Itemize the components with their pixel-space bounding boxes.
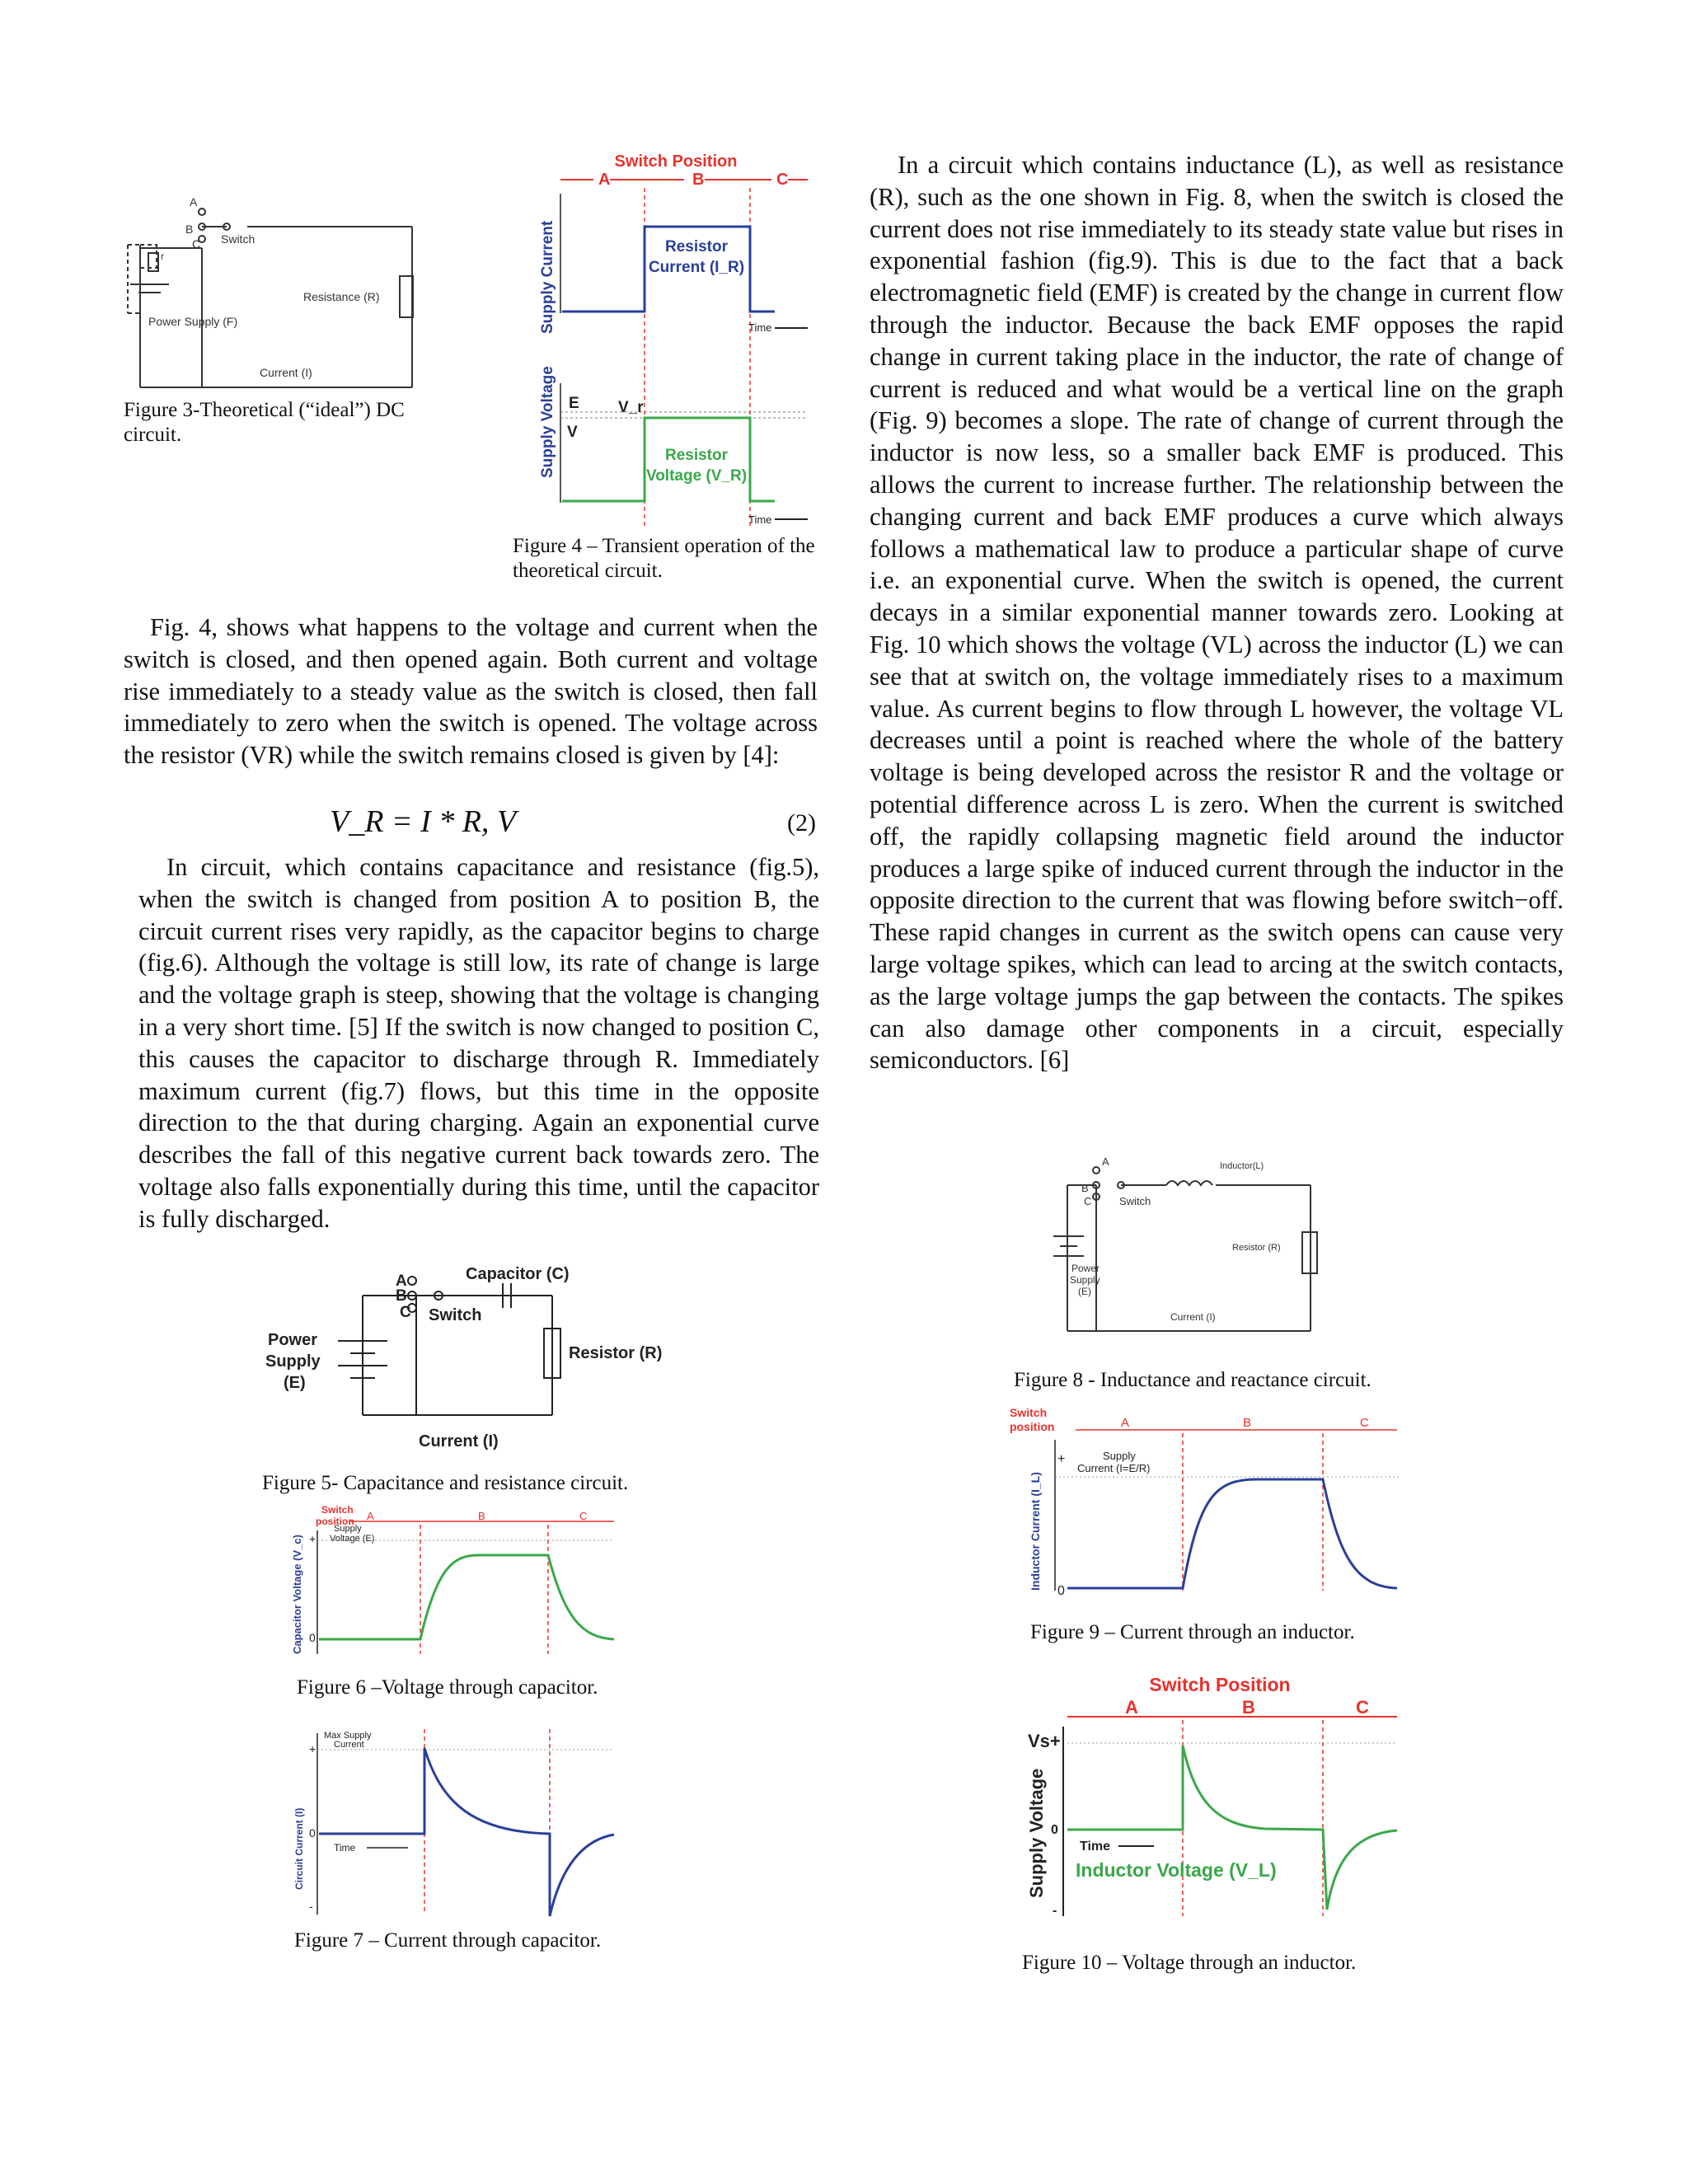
- fig8-label-current: Current (I): [1170, 1311, 1216, 1323]
- fig9-pos-c: C: [1360, 1416, 1369, 1430]
- fig9-pos-b: B: [1243, 1416, 1252, 1430]
- fig6-title-line2: position: [316, 1516, 354, 1527]
- fig3-label-switch: Switch: [221, 232, 256, 246]
- left-paragraph-2: In circuit, which contains capacitance and resistance (fig.5), when the switch is changed from position A to position B, the circuit current rises very rapidly, as the capacitor begins to charge (fig.6). Although the voltage is still low, its rate of change is large and the voltage graph is steep, showing that the voltage is changing in a very short time. [5] If the switch is now changed to position C, this causes the capacitor to discharge through R. Immediately maximum current (fig.7) flows, but this time in the opposite direction to the that during charging. Again an exponential curve describes the fall of this negative current back towards zero. The voltage also falls exponentially during this time, until the capacitor is fully discharged.: [138, 853, 819, 1233]
- equation-text: V_R = I * R, V: [330, 804, 517, 839]
- fig7-ylabel: Circuit Current (I): [293, 1807, 305, 1890]
- fig4-top-box-line2: Current (I_R): [648, 259, 745, 276]
- equation-number: (2): [787, 809, 816, 837]
- figure-5-circuit: [264, 1263, 692, 1460]
- fig7-tick-zero: 0: [309, 1826, 316, 1840]
- fig6-tick-zero: 0: [309, 1631, 316, 1644]
- fig6-ylabel: Capacitor Voltage (V_c): [291, 1535, 303, 1654]
- fig10-pos-c: C: [1356, 1697, 1369, 1718]
- fig5-label-e: (E): [284, 1374, 306, 1392]
- fig3-label-b: B: [185, 223, 194, 236]
- fig8-label-e: (E): [1078, 1286, 1091, 1297]
- fig4-pos-c: C: [776, 171, 789, 189]
- fig9-title: Switch: [1010, 1406, 1048, 1419]
- fig6-level-label-2: Voltage (E): [330, 1534, 375, 1544]
- equation-2: [330, 804, 516, 840]
- fig3-label-r: r: [161, 251, 164, 262]
- fig7-level-label-1: Max Supply: [324, 1731, 372, 1741]
- fig5-label-switch: Switch: [429, 1306, 482, 1324]
- fig10-voltage-curve: [1067, 1746, 1397, 1910]
- fig9-title-line2: position: [1010, 1420, 1055, 1433]
- fig3-label-power: Power Supply (F): [148, 315, 238, 328]
- fig10-pos-b: B: [1242, 1697, 1255, 1718]
- fig10-top-tick: Vs+: [1028, 1731, 1061, 1751]
- fig9-tick-zero: 0: [1057, 1584, 1065, 1598]
- figure-9-caption: Figure 9 – Current through an inductor.: [1030, 1621, 1355, 1643]
- fig10-tick-zero: 0: [1051, 1823, 1058, 1837]
- figure-4-caption: Figure 4 – Transient operation of the theoretical circuit.: [513, 535, 815, 582]
- right-paragraph-1: In a circuit which contains inductance (L), as well as resistance (R), such as the one shown in Fig. 8, when the switch is closed the current does not rise immediately to its steady state value but rises in exponential fashion (fig.9). This is due to the fact that a back electromagnetic field (EMF) is created by the change in current flow through the inductor. Because the back EMF opposes the rapid change in current taking place in the inductor, the rate of change of current is reduced and what would be a vertical line on the graph (Fig. 9) becomes a slope. The rate of change of current through the inductor is now less, so a smaller back EMF is produced. This allows the current to increase further. The relationship between the changing current and back EMF produces a curve which always follows a mathematical law to produce a particular shape of curve i.e. an exponential curve. When the switch is opened, the current decays in a similar exponential manner towards zero. Looking at Fig. 10 which shows the voltage (VL) across the inductor (L) we can see that at switch on, the voltage immediately rises to a maximum value. As current begins to flow through L however, the voltage VL decreases until a point is reached where the whole of the battery voltage is being developed across the resistor R and the voltage or potential difference across L is zero. When the current is switched off, the rapidly collapsing magnetic field around the inductor produces a large spike of induced current through the inductor in the opposite direction to the current that was flowing before switch−off. These rapid changes in current as the switch opens can cause very large voltage spikes, which can lead to arcing at the switch contacts, as the large voltage jumps the gap between the contacts. The spikes can also damage other components in a circuit, especially semiconductors. [6]: [870, 151, 1564, 1075]
- fig6-level-label-1: Supply: [334, 1524, 362, 1534]
- fig9-current-curve: [1067, 1479, 1397, 1588]
- fig3-label-resistance: Resistance (R): [303, 290, 380, 303]
- fig5-label-current: Current (I): [419, 1432, 499, 1451]
- figure-10-chart: [1018, 1669, 1414, 1933]
- fig4-xlabel-top: Time: [748, 321, 772, 334]
- fig10-tick-minus: -: [1053, 1904, 1057, 1918]
- fig5-label-resistor: Resistor (R): [569, 1344, 663, 1362]
- fig8-label-b: B: [1081, 1182, 1089, 1194]
- fig7-level-label-2: Current: [334, 1740, 364, 1750]
- fig4-pos-a: A: [598, 171, 611, 189]
- figure-10-caption: Figure 10 – Voltage through an inductor.: [1022, 1952, 1357, 1974]
- fig7-xlabel: Time: [334, 1842, 356, 1854]
- fig4-bottom-box-line1: Resistor: [664, 447, 729, 464]
- fig8-label-power: Power: [1071, 1263, 1100, 1274]
- fig5-label-b: B: [396, 1287, 407, 1305]
- fig4-title: Switch Position: [614, 152, 738, 171]
- fig8-label-supply: Supply: [1070, 1274, 1100, 1286]
- fig8-label-inductor: Inductor(L): [1220, 1161, 1264, 1171]
- figure-5-caption: Figure 5- Capacitance and resistance circuit.: [262, 1472, 629, 1494]
- fig6-pos-a: A: [367, 1510, 374, 1522]
- fig8-label-resistor: Resistor (R): [1232, 1243, 1281, 1253]
- fig7-tick-minus: -: [309, 1900, 313, 1913]
- fig7-current-curve: [319, 1748, 614, 1916]
- left-paragraph-1: Fig. 4, shows what happens to the voltage and current when the switch is closed, and then opened again. Both current and voltage rise immediately to a steady value as the switch is closed, then fall immediately to zero when the switch is opened. The voltage across the resistor (VR) while the switch remains closed is given by [4]:: [124, 613, 818, 770]
- figure-4-chart: [528, 148, 824, 536]
- fig3-label-c: C: [192, 237, 201, 251]
- figure-8-caption: Figure 8 - Inductance and reactance circuit.: [1014, 1369, 1372, 1391]
- figure-8-circuit: [1047, 1154, 1327, 1343]
- fig4-top-box-line1: Resistor: [664, 238, 729, 255]
- fig4-marker-v: V: [567, 424, 578, 441]
- fig5-label-a: A: [396, 1272, 407, 1290]
- figure-7-chart: [284, 1725, 631, 1923]
- figure-3-caption: Figure 3-Theoretical (“ideal”) DC circuit.: [124, 399, 405, 446]
- fig5-label-c: C: [400, 1304, 411, 1321]
- figure-9-chart: [1010, 1405, 1414, 1603]
- fig6-tick-plus: +: [309, 1532, 316, 1545]
- fig10-curve-label: Inductor Voltage (V_L): [1076, 1859, 1277, 1881]
- fig10-pos-a: A: [1125, 1697, 1138, 1718]
- fig8-label-c: C: [1084, 1195, 1092, 1207]
- fig4-marker-vr: V_r: [618, 399, 644, 416]
- fig10-title: Switch Position: [1149, 1674, 1291, 1695]
- fig6-title: Switch: [321, 1504, 354, 1516]
- fig9-tick-plus: +: [1057, 1452, 1066, 1466]
- fig8-label-a: A: [1102, 1155, 1109, 1168]
- fig5-label-power: Power: [268, 1331, 318, 1349]
- fig9-ylabel: Inductor Current (I_L): [1029, 1472, 1042, 1591]
- fig8-label-switch: Switch: [1119, 1195, 1151, 1207]
- fig4-bottom-box-line2: Voltage (V_R): [645, 467, 748, 485]
- fig10-ylabel: Supply Voltage: [1026, 1768, 1047, 1898]
- figure-6-chart: [284, 1502, 631, 1666]
- fig3-label-current: Current (I): [260, 366, 312, 379]
- figure-7-caption: Figure 7 – Current through capacitor.: [294, 1929, 602, 1952]
- fig10-xlabel: Time: [1080, 1840, 1111, 1854]
- figure-6-caption: Figure 6 –Voltage through capacitor.: [297, 1676, 598, 1699]
- figure-3-circuit: [124, 194, 437, 400]
- fig6-pos-b: B: [478, 1510, 485, 1522]
- fig6-voltage-curve: [319, 1555, 614, 1639]
- fig4-marker-e: E: [569, 395, 579, 412]
- fig4-pos-b: B: [692, 171, 705, 189]
- fig3-label-a: A: [190, 195, 198, 209]
- fig9-level-label-1: Supply: [1103, 1450, 1136, 1462]
- fig5-label-capacitor: Capacitor (C): [466, 1265, 570, 1283]
- fig4-xlabel-bottom: Time: [748, 513, 772, 526]
- fig9-pos-a: A: [1121, 1416, 1130, 1430]
- fig9-level-label-2: Current (I=E/R): [1077, 1462, 1151, 1474]
- fig4-top-ylabel: Supply Current: [539, 220, 556, 334]
- fig5-label-supply: Supply: [265, 1352, 321, 1371]
- fig4-bottom-ylabel: Supply Voltage: [539, 366, 556, 478]
- fig7-tick-plus: +: [309, 1742, 316, 1755]
- fig6-pos-c: C: [579, 1510, 588, 1522]
